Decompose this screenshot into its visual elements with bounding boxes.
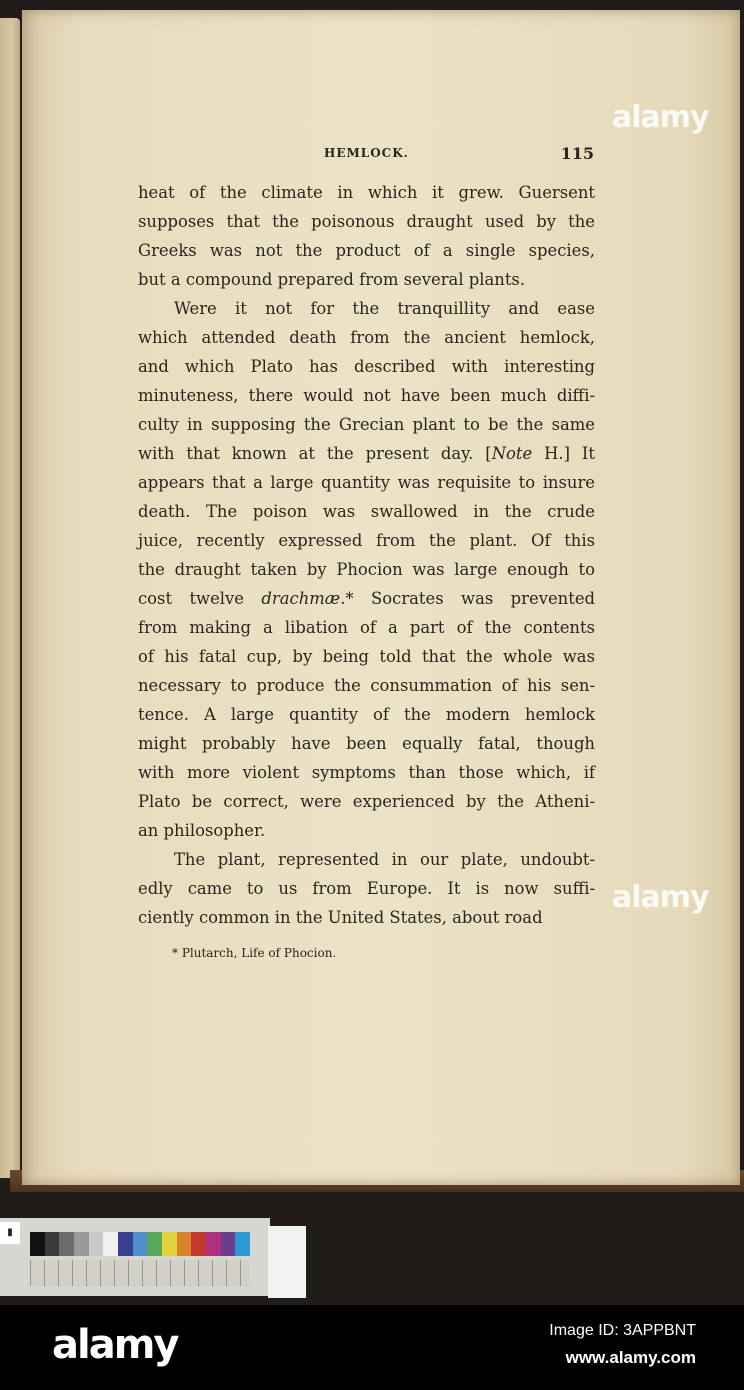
color-calibration-card xyxy=(0,1218,270,1296)
text-line: the draught taken by Phocion was large enough to xyxy=(138,560,595,579)
text-line: minuteness, there would not have been much diffi- xyxy=(138,386,595,405)
color-swatch xyxy=(59,1232,74,1256)
text-line: death. The poison was swallowed in the crude xyxy=(138,502,595,521)
image-id: Image ID: 3APPBNT xyxy=(549,1322,696,1339)
text-line: cost twelve drachmæ.* Socrates was prevented xyxy=(138,589,596,608)
paragraph xyxy=(138,294,595,845)
footer-logo: alamy xyxy=(52,1322,178,1368)
running-title: HEMLOCK. xyxy=(324,146,409,160)
footer-url: www.alamy.com xyxy=(565,1348,696,1367)
text-line: juice, recently expressed from the plant. Of this xyxy=(138,531,595,550)
text-line: an philosopher. xyxy=(138,821,266,840)
scale-ruler xyxy=(268,1226,306,1298)
watermark-bottom: alamy xyxy=(612,880,709,915)
color-swatch xyxy=(45,1232,60,1256)
previous-page-edge xyxy=(0,18,20,1178)
watermark-top: alamy xyxy=(612,100,709,135)
text-line: of his fatal cup, by being told that the whole was xyxy=(138,647,595,666)
text-line: and which Plato has described with interesting xyxy=(138,357,595,376)
paragraph xyxy=(138,845,595,932)
text-line: ciently common in the United States, about road xyxy=(138,908,543,927)
body-text xyxy=(138,178,595,932)
text-line: Plato be correct, were experienced by the Atheni- xyxy=(138,792,595,811)
color-swatch xyxy=(74,1232,89,1256)
text-line: necessary to produce the consummation of his sen- xyxy=(138,676,595,695)
color-swatch xyxy=(177,1232,192,1256)
text-line: but a compound prepared from several plants. xyxy=(138,270,526,289)
text-line: The plant, represented in our plate, undoubt- xyxy=(174,850,595,869)
text-line: appears that a large quantity was requisite to insure xyxy=(138,473,595,492)
color-swatch xyxy=(133,1232,148,1256)
color-swatch xyxy=(191,1232,206,1256)
footnote: * Plutarch, Life of Phocion. xyxy=(172,946,337,960)
text-line: from making a libation of a part of the contents xyxy=(138,618,595,637)
text-line: which attended death from the ancient hemlock, xyxy=(138,328,595,347)
color-swatch xyxy=(89,1232,104,1256)
color-swatch xyxy=(30,1232,45,1256)
text-line: with that known at the present day. [Note H.] It xyxy=(138,444,595,463)
color-swatch xyxy=(221,1232,236,1256)
text-line: edly came to us from Europe. It is now suffi- xyxy=(138,879,595,898)
page-number: 115 xyxy=(560,144,594,163)
calibration-grid xyxy=(30,1260,250,1286)
color-swatch xyxy=(235,1232,250,1256)
color-swatch xyxy=(206,1232,221,1256)
color-swatch xyxy=(103,1232,118,1256)
text-line: might probably have been equally fatal, though xyxy=(138,734,595,753)
text-line: heat of the climate in which it grew. Guersent xyxy=(138,183,595,202)
color-swatch xyxy=(147,1232,162,1256)
text-line: tence. A large quantity of the modern hemlock xyxy=(138,705,595,724)
text-line: with more violent symptoms than those which, if xyxy=(138,763,595,782)
text-line: culty in supposing the Grecian plant to be the same xyxy=(138,415,595,434)
color-swatch xyxy=(118,1232,133,1256)
calibration-label-icon: ▮ xyxy=(0,1222,20,1244)
running-head xyxy=(300,146,594,166)
text-line: supposes that the poisonous draught used by the xyxy=(138,212,595,231)
color-swatch-strip xyxy=(30,1232,250,1256)
paragraph xyxy=(138,178,595,294)
text-line: Greeks was not the product of a single species, xyxy=(138,241,595,260)
text-line: Were it not for the tranquillity and ease xyxy=(174,299,595,318)
color-swatch xyxy=(162,1232,177,1256)
